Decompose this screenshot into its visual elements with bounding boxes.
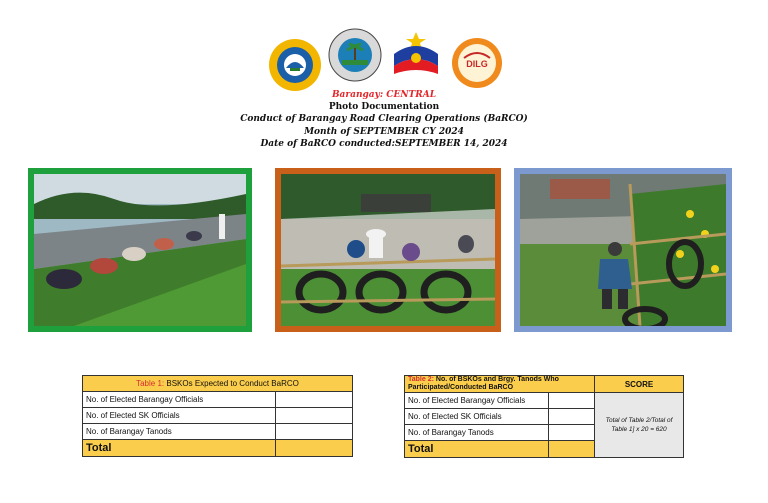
table-2-total-label: Total <box>405 441 549 458</box>
table-2-total-value <box>549 441 595 458</box>
table-1-total-value <box>276 440 353 457</box>
photo-3-image <box>520 174 726 326</box>
table-2-header <box>405 376 595 393</box>
table-row <box>405 393 684 409</box>
table-1-title: BSKOs Expected to Conduct BaRCO <box>164 379 299 388</box>
table-2-row-label: No. of Elected Barangay Officials <box>405 393 549 409</box>
table-2-row-label: No. of Elected SK Officials <box>405 409 549 425</box>
table-1-row-label: No. of Barangay Tanods <box>83 424 276 440</box>
photo-2-image <box>281 174 495 326</box>
score-formula: Total of Table 2/Total of Table 1] x 20 = 620 <box>595 393 684 458</box>
document-subtitle: Conduct of Barangay Road Clearing Operations (BaRCO) <box>240 114 528 125</box>
table-1-total-label: Total <box>83 440 276 457</box>
photo-1-image <box>34 174 246 326</box>
table-2-value-cell <box>549 425 595 441</box>
table-row <box>83 408 353 424</box>
barangay-seal <box>328 28 382 87</box>
document-header <box>0 89 768 150</box>
photo-2 <box>275 168 501 332</box>
table-2-value-cell <box>549 409 595 425</box>
table-2-value-cell <box>549 393 595 409</box>
table-row <box>83 440 353 457</box>
table-1-row-label: No. of Elected SK Officials <box>83 408 276 424</box>
photo-3 <box>514 168 732 332</box>
dilg-text: DILG <box>466 59 488 69</box>
table-2-row-label: No. of Barangay Tanods <box>405 425 549 441</box>
photo-1 <box>28 168 252 332</box>
barangay-name: Barangay: CENTRAL <box>331 90 437 100</box>
table-1-header <box>83 376 353 392</box>
table-2-title: No. of BSKOs and Brgy. Tanods Who Participated/Conducted BaRCO <box>408 376 559 391</box>
table-1-value-cell <box>276 424 353 440</box>
table-row <box>83 424 353 440</box>
table-1-value-cell <box>276 408 353 424</box>
table-2-label: Table 2: <box>408 376 434 383</box>
table-1-value-cell <box>276 392 353 408</box>
table-1 <box>82 375 353 457</box>
table-1-row-label: No. of Elected Barangay Officials <box>83 392 276 408</box>
score-header: SCORE <box>595 376 684 393</box>
table-row <box>83 392 353 408</box>
philippine-flag-emblem <box>388 26 444 87</box>
logo-row <box>268 28 504 96</box>
document-month: Month of SEPTEMBER CY 2024 <box>304 126 464 137</box>
document-date: Date of BaRCO conducted:SEPTEMBER 14, 2024 <box>260 138 508 149</box>
table-1-label: Table 1: <box>136 379 165 388</box>
dilg-logo <box>450 36 504 95</box>
document-title: Photo Documentation <box>328 102 440 113</box>
table-2 <box>404 375 684 458</box>
